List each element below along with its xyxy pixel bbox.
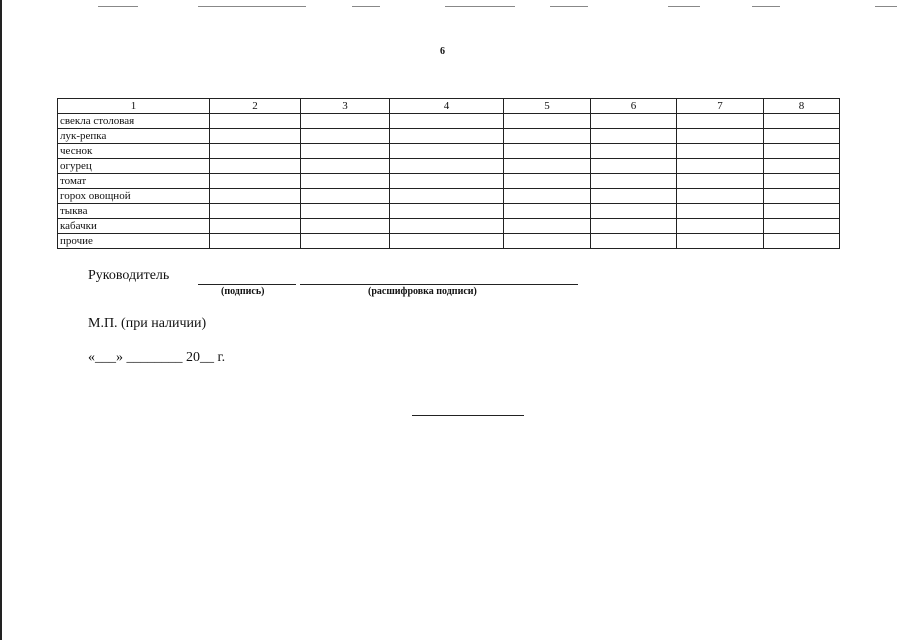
table-cell <box>301 144 390 159</box>
signature-line <box>198 284 296 285</box>
table-cell <box>677 234 764 249</box>
scan-top-mark <box>98 6 138 7</box>
table-cell <box>390 174 504 189</box>
table-row <box>58 219 840 234</box>
crop-name-cell: лук-репка <box>58 129 210 144</box>
table-cell <box>210 159 301 174</box>
table-cell <box>390 129 504 144</box>
table-cell <box>677 159 764 174</box>
table-cell <box>591 114 677 129</box>
crop-name-cell: свекла столовая <box>58 114 210 129</box>
crop-name-cell: кабачки <box>58 219 210 234</box>
table-cell <box>210 234 301 249</box>
page-number: 6 <box>440 46 445 57</box>
column-header: 8 <box>764 99 840 114</box>
table-cell <box>504 189 591 204</box>
table-cell <box>504 129 591 144</box>
date-field: «___» ________ 20__ г. <box>88 350 226 365</box>
signature-decoding-caption: (расшифровка подписи) <box>368 286 477 297</box>
crop-name-cell: горох овощной <box>58 189 210 204</box>
scan-top-mark <box>875 6 897 7</box>
table-cell <box>390 234 504 249</box>
table-cell <box>301 114 390 129</box>
stamp-placeholder: М.П. (при наличии) <box>88 316 207 331</box>
table-cell <box>390 204 504 219</box>
table-row <box>58 174 840 189</box>
table-cell <box>677 219 764 234</box>
table-cell <box>301 129 390 144</box>
table-cell <box>210 204 301 219</box>
signature-decoding-line <box>300 284 578 285</box>
crop-name-cell: тыква <box>58 204 210 219</box>
table-cell <box>764 189 840 204</box>
table-cell <box>764 234 840 249</box>
scan-top-mark <box>445 6 515 7</box>
column-header: 6 <box>591 99 677 114</box>
table-cell <box>504 219 591 234</box>
table-cell <box>764 129 840 144</box>
table-cell <box>764 144 840 159</box>
table-cell <box>210 174 301 189</box>
scan-top-mark <box>668 6 700 7</box>
signature-caption: (подпись) <box>221 286 265 297</box>
column-header: 7 <box>677 99 764 114</box>
table-cell <box>764 159 840 174</box>
table-cell <box>301 219 390 234</box>
column-header: 1 <box>58 99 210 114</box>
table-cell <box>390 144 504 159</box>
table-cell <box>301 159 390 174</box>
table-row <box>58 129 840 144</box>
table-row <box>58 144 840 159</box>
table-cell <box>591 144 677 159</box>
table-header-row <box>58 99 840 114</box>
table-cell <box>591 159 677 174</box>
crop-name-cell: чеснок <box>58 144 210 159</box>
bottom-rule <box>412 415 524 416</box>
table-cell <box>764 174 840 189</box>
column-header: 3 <box>301 99 390 114</box>
table-cell <box>504 144 591 159</box>
table-cell <box>390 159 504 174</box>
scan-left-edge <box>0 0 2 640</box>
table-cell <box>764 204 840 219</box>
table-row <box>58 114 840 129</box>
table-cell <box>591 204 677 219</box>
table-cell <box>504 234 591 249</box>
table-cell <box>677 144 764 159</box>
table-cell <box>390 114 504 129</box>
crop-table <box>57 98 840 249</box>
table-cell <box>301 189 390 204</box>
table-cell <box>677 174 764 189</box>
signature-label: Руководитель <box>88 268 170 283</box>
table-cell <box>390 189 504 204</box>
column-header: 4 <box>390 99 504 114</box>
table-cell <box>210 114 301 129</box>
crop-name-cell: прочие <box>58 234 210 249</box>
table-cell <box>210 144 301 159</box>
table-cell <box>504 174 591 189</box>
table-cell <box>677 114 764 129</box>
scan-top-mark <box>752 6 780 7</box>
column-header: 2 <box>210 99 301 114</box>
crop-name-cell: томат <box>58 174 210 189</box>
table-cell <box>677 129 764 144</box>
column-header: 5 <box>504 99 591 114</box>
table-cell <box>764 219 840 234</box>
table-cell <box>301 234 390 249</box>
table-cell <box>210 129 301 144</box>
table-cell <box>504 159 591 174</box>
scan-top-mark <box>550 6 588 7</box>
table-cell <box>591 174 677 189</box>
table-cell <box>677 204 764 219</box>
table-cell <box>591 219 677 234</box>
table-cell <box>591 189 677 204</box>
table-cell <box>210 219 301 234</box>
scan-top-mark <box>352 6 380 7</box>
table-cell <box>504 114 591 129</box>
table-cell <box>301 174 390 189</box>
table-row <box>58 234 840 249</box>
crop-name-cell: огурец <box>58 159 210 174</box>
table-cell <box>210 189 301 204</box>
scan-top-mark <box>198 6 306 7</box>
table-cell <box>390 219 504 234</box>
table-cell <box>677 189 764 204</box>
table-cell <box>764 114 840 129</box>
table-row <box>58 204 840 219</box>
table-cell <box>591 129 677 144</box>
table-row <box>58 159 840 174</box>
table-cell <box>591 234 677 249</box>
table-cell <box>301 204 390 219</box>
table-row <box>58 189 840 204</box>
table-cell <box>504 204 591 219</box>
